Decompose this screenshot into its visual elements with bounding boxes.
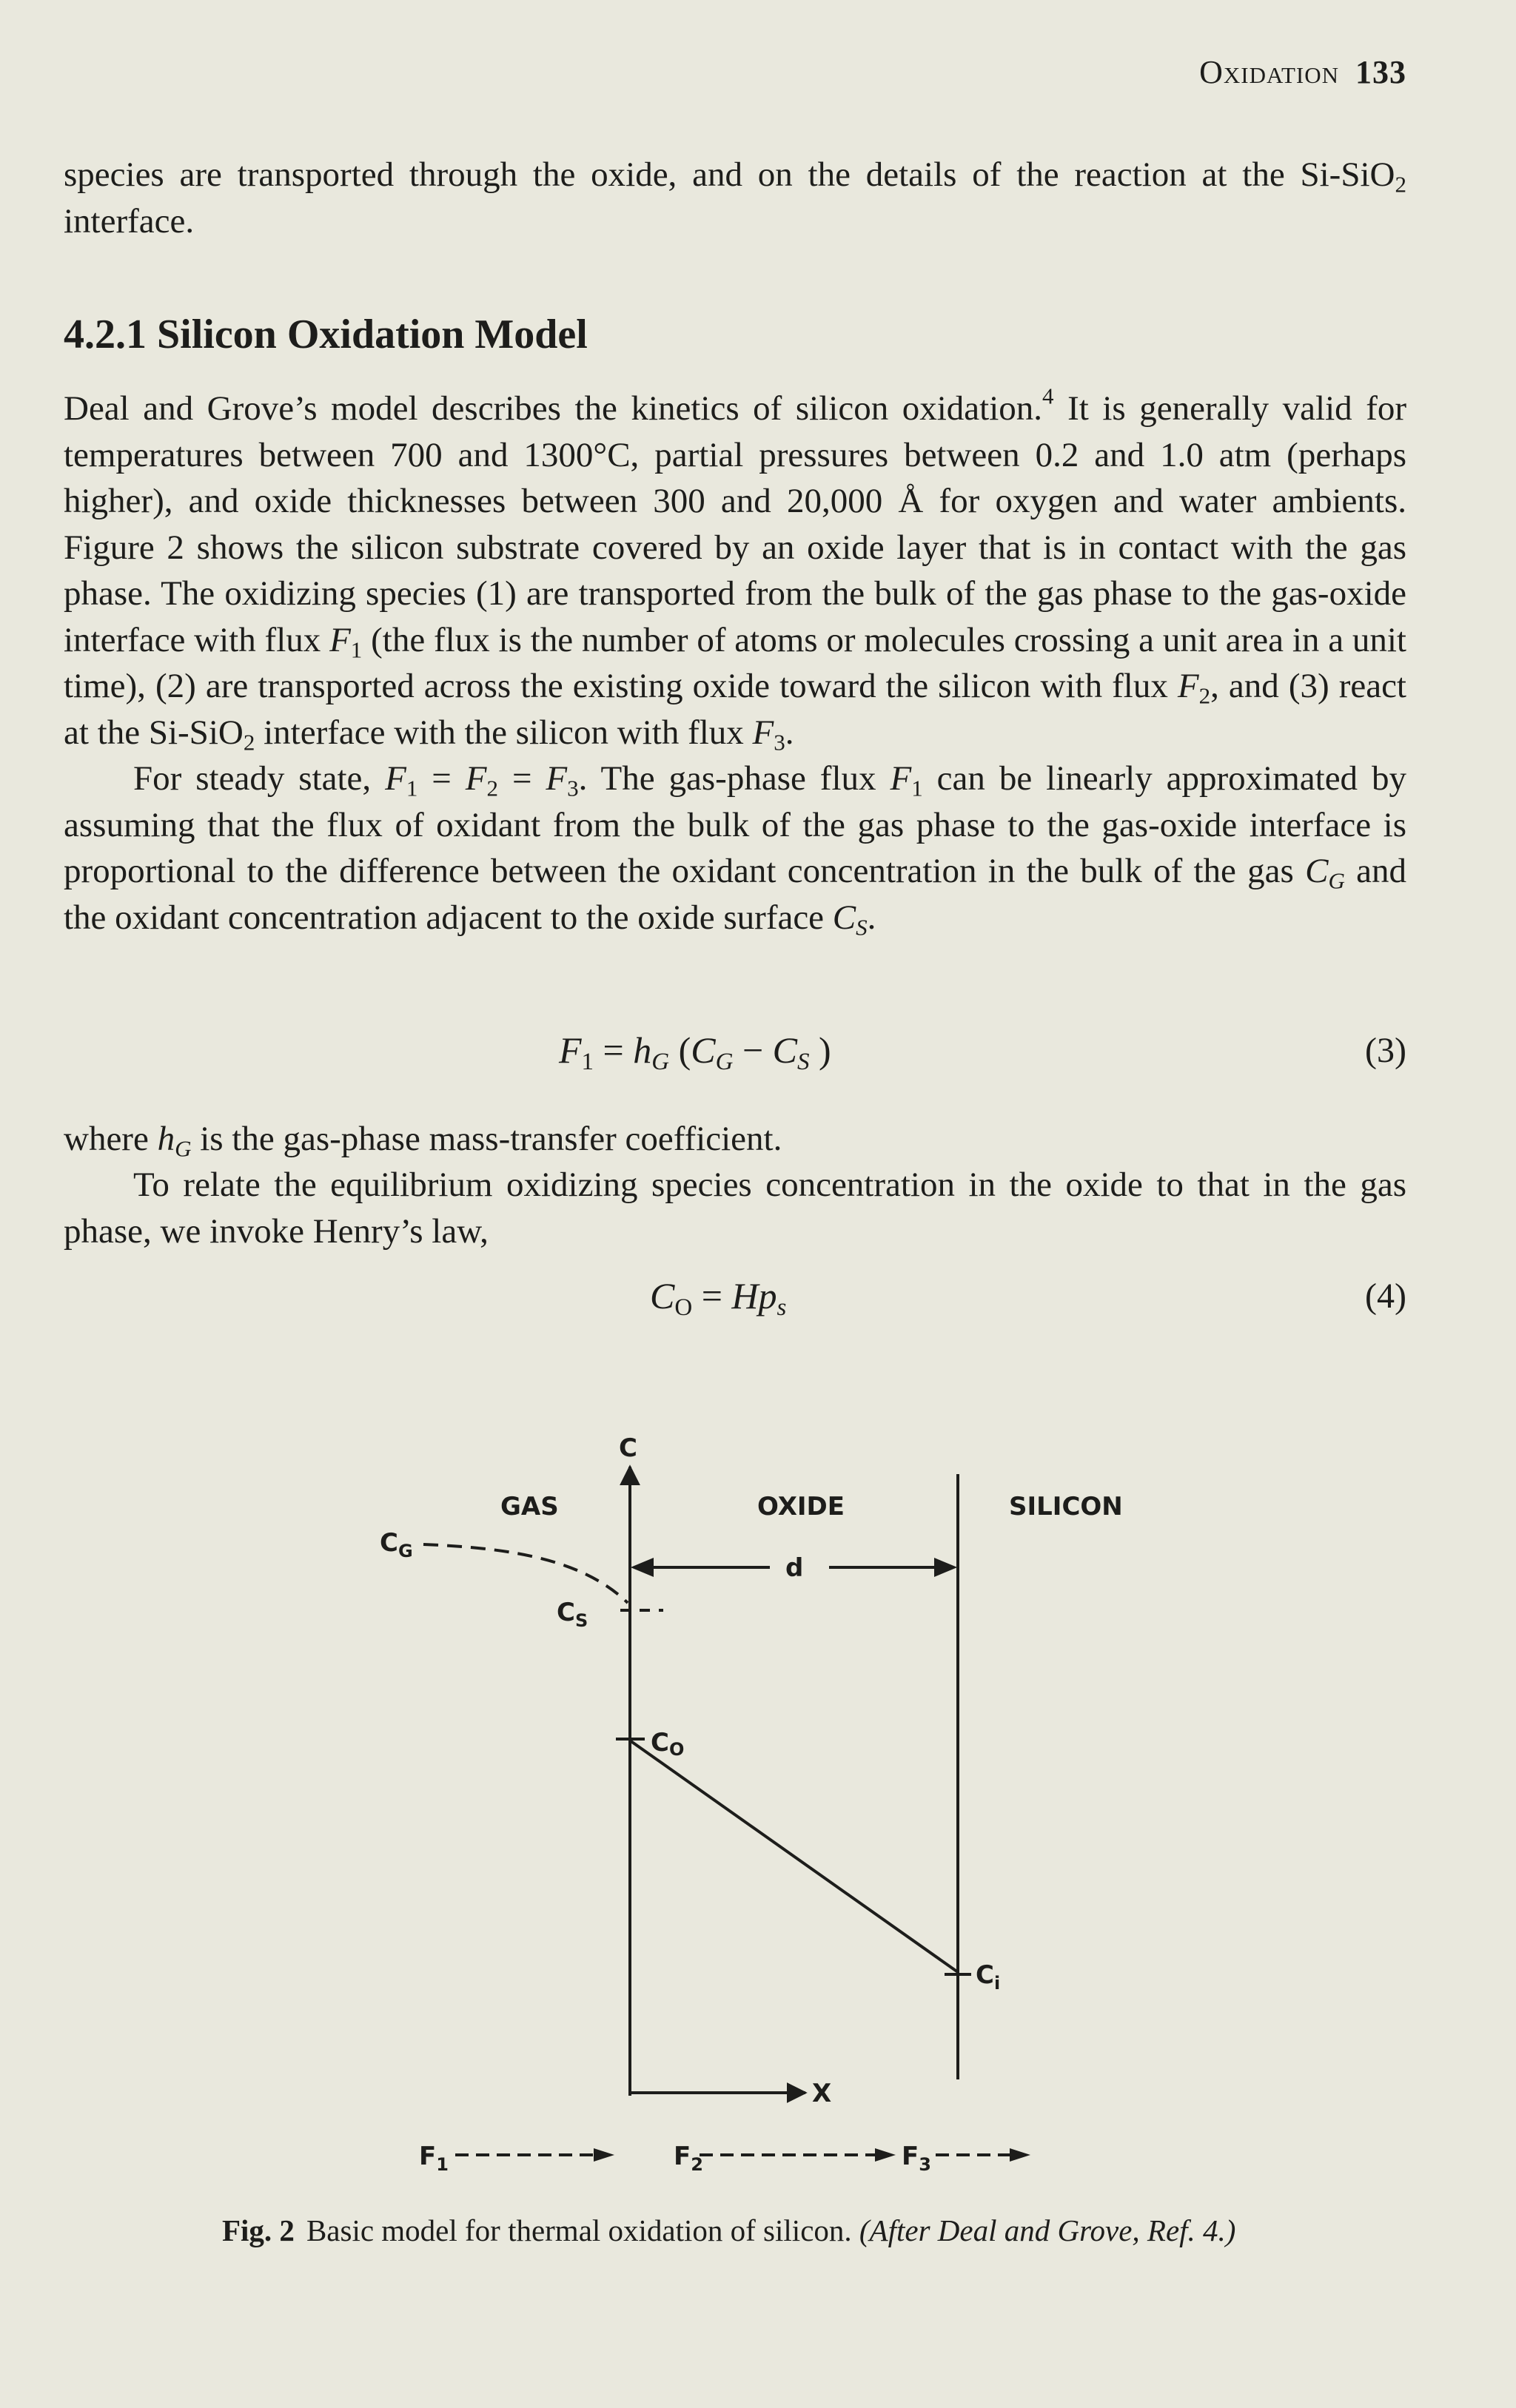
symbol: F [546,759,568,798]
paragraph-text: species are transported through the oxide, and on the details of the reaction at the Si-SiO [64,155,1395,194]
paragraph-text: For steady state, [133,759,386,798]
caption-citation: (After Deal and Grove, Ref. 4.) [859,2213,1236,2247]
f3-label-subscript: 3 [919,2154,931,2175]
symbol: C [650,1275,675,1316]
paragraph-text: interface with the silicon with flux [255,713,753,752]
symbol: Hp [731,1275,777,1316]
subscript: G [175,1135,192,1162]
ci-label-letter: C [976,1960,994,1990]
f3-label-letter: F [902,2142,919,2171]
f2-label-letter: F [674,2142,691,2171]
co-label-letter: C [651,1728,669,1758]
cs-label-subscript: S [574,1610,588,1631]
subscript: 1 [406,775,418,801]
f1-label-subscript: 1 [436,2154,449,2175]
reference-superscript: 4 [1042,383,1054,409]
symbol: C [832,898,856,937]
symbol: F [465,759,487,798]
paragraph-text: . [867,898,876,937]
subscript: 1 [581,1049,594,1076]
section-title: 4.2.1 Silicon Oxidation Model [64,312,588,357]
cs-label [557,1598,588,1631]
subscript: 2 [1198,682,1211,709]
subscript: S [797,1049,810,1076]
axis-label-x: X [812,2079,832,2108]
symbol: C [1305,852,1329,890]
equation-3-number: (3) [1365,1031,1406,1070]
equation-text: = [594,1029,634,1071]
f2-arrowhead [875,2148,896,2162]
paragraph-text: , and (3) react at the Si-SiO [64,667,1406,752]
cs-label-letter: C [557,1598,575,1627]
f3-label [902,2142,931,2175]
equation-text: − [733,1029,773,1071]
oxide-concentration-line [630,1741,958,1972]
subscript: s [777,1294,787,1322]
f2-label [674,2142,703,2175]
paragraph-text: is the gas-phase mass-transfer coefficient. [191,1120,782,1158]
symbol: C [772,1029,798,1071]
paragraph-text: = [417,759,466,798]
subscript: 1 [350,636,363,663]
subscript: 2 [243,729,255,756]
subscript: G [1328,867,1345,894]
symbol: h [633,1029,652,1071]
subscript: 2 [486,775,498,801]
equation-text: ( [669,1029,691,1071]
paragraph-text: (the flux is the number of atoms or molecules crossing a unit area in a unit time), (2) are transported across the existing oxide toward the silicon with flux [64,620,1406,705]
f1-arrowhead [594,2148,614,2162]
paragraph-text: Deal and Grove’s model describes the kinetics of silicon oxidation. [64,389,1043,428]
cg-label [380,1528,413,1561]
symbol: F [752,713,774,752]
subscript: 3 [774,729,785,756]
symbol: F [1177,667,1199,705]
symbol: F [385,759,406,798]
region-label-gas: GAS [500,1492,559,1521]
subscript: G [651,1049,670,1076]
page-number: 133 [1355,54,1406,90]
symbol: F [890,759,912,798]
paragraph-text: where [64,1120,158,1158]
equation-4-number: (4) [1365,1277,1406,1316]
f1-label-letter: F [419,2142,437,2171]
paragraph-text: and the oxidant concentration adjacent to the oxide surface [64,852,1406,937]
running-title: Oxidation [1199,54,1339,90]
f3-arrowhead [1010,2148,1030,2162]
paragraph-text: . [785,713,794,752]
thickness-arrow-right-head [936,1560,953,1575]
symbol: F [329,620,351,659]
co-label [651,1728,684,1760]
equation-text: ) [809,1029,831,1071]
axis-label-c: C [619,1433,637,1463]
symbol: C [691,1029,716,1071]
cg-label-subscript: G [398,1541,413,1561]
subscript: 2 [1395,171,1406,198]
subscript: O [674,1294,693,1322]
gas-concentration-curve [423,1544,628,1603]
subscript: G [715,1049,734,1076]
cg-label-letter: C [380,1528,398,1558]
f2-label-subscript: 2 [691,2154,703,2175]
region-label-oxide: OXIDE [757,1492,845,1521]
paragraph-text: It is generally valid for temperatures between 700 and 1300°C, partial pressures between 0.2 and 1.0 atm (perhaps higher), and oxide thicknesses between 300 and 20,000 Å for oxygen and water ambients. Figure 2 shows the silicon substrate covered by an oxide layer that is in contact with the gas phase. The oxidizing species (1) are transported from the bulk of the gas phase to the gas-oxide interface with flux [64,389,1406,659]
subscript: 3 [567,775,579,801]
ci-label-subscript: i [993,1973,1001,1994]
f1-label [419,2142,449,2175]
equation-text: = [692,1275,732,1316]
thickness-label-d: d [785,1553,804,1583]
symbol: F [559,1029,582,1071]
symbol: h [157,1120,175,1158]
paragraph-text: = [498,759,546,798]
thickness-arrow-left-head [634,1560,652,1575]
figure-caption [222,2213,1235,2248]
subscript: S [856,914,868,941]
paragraph-henry: To relate the equilibrium oxidizing species concentration in the oxide to that in the gas phase, we invoke Henry’s law, [64,1166,1406,1251]
caption-text: Basic model for thermal oxidation of silicon. [306,2213,852,2247]
co-label-subscript: O [668,1739,685,1760]
paragraph-text: interface. [64,201,195,241]
paragraph-text: . The gas-phase flux [578,759,891,798]
ci-label [976,1960,1000,1994]
caption-label: Fig. 2 [222,2213,295,2247]
subscript: 1 [911,775,923,801]
paragraph-text: can be linearly approximated by assuming that the flux of oxidant from the bulk of the gas phase to the gas-oxide interface is proportional to the difference between the oxidant concentration in the bulk of the gas [64,759,1407,890]
region-label-silicon: SILICON [1009,1492,1123,1521]
